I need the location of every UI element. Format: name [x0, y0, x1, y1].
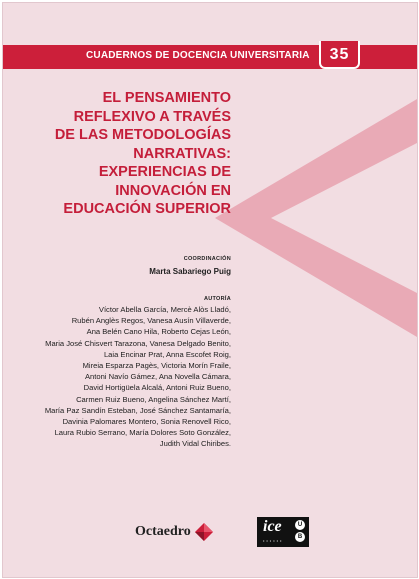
title-line: NARRATIVAS:: [133, 145, 231, 162]
volume-number: 35: [319, 41, 360, 69]
title-line: DE LAS METODOLOGÍAS: [54, 127, 231, 143]
publisher-logo: [135, 523, 213, 541]
coordination-label: COORDINACIÓN: [183, 256, 231, 262]
ub-badge-letter: B: [295, 532, 305, 542]
author-line: María Paz Sandín Esteban, José Sánchez Santamaría,: [44, 405, 231, 415]
ice-logo: [257, 517, 309, 547]
coordinator-name: Marta Sabariego Puig: [149, 267, 231, 276]
author-line: Ana Belén Cano Hila, Roberto Cejas León,: [86, 327, 231, 337]
title-line: INNOVACIÓN EN: [115, 182, 231, 199]
title-line: REFLEXIVO A TRAVÉS: [73, 108, 231, 125]
author-line: Laia Encinar Prat, Anna Escofet Roig,: [103, 349, 231, 359]
book-title: [55, 89, 231, 219]
collection-title: CUADERNOS DE DOCENCIA UNIVERSITARIA: [86, 50, 310, 61]
publisher-name: Octaedro: [135, 524, 191, 539]
author-line: Judith Vidal Chiribes.: [159, 439, 231, 449]
ice-dots-decoration: ••••••: [263, 538, 284, 543]
author-line: Davinia Palomares Montero, Sonia Renovell Rico,: [62, 417, 231, 427]
author-line: Carmen Ruiz Bueno, Angelina Sánchez Martí,: [76, 394, 231, 404]
author-line: Rubén Anglès Regos, Vanesa Ausín Villaverde,: [71, 316, 231, 326]
book-cover: [2, 2, 418, 578]
author-line: Maria José Chisvert Tarazona, Vanesa Delgado Benito,: [45, 338, 231, 348]
author-line: Laura Rubio Serrano, María Dolores Soto González,: [54, 428, 231, 438]
ub-badge: [295, 520, 305, 542]
author-line: David Hortigüela Alcalá, Antoni Ruiz Bueno,: [83, 383, 231, 393]
title-line: EXPERIENCIAS DE: [98, 164, 231, 180]
author-list: [45, 304, 231, 450]
title-line: EL PENSAMIENTO: [102, 90, 231, 106]
authorship-label: AUTORÍA: [203, 296, 231, 302]
octaedro-star-icon: [195, 523, 213, 541]
ub-badge-letter: U: [295, 520, 305, 530]
author-line: Antoni Navío Gámez, Ana Novella Cámara,: [84, 372, 231, 382]
title-line: EDUCACIÓN SUPERIOR: [63, 201, 231, 217]
ice-logo-text: ice: [263, 518, 282, 535]
author-line: Mireia Esparza Pagès, Victoria Morín Fraile,: [82, 361, 231, 371]
author-line: Víctor Abella García, Mercè Alòs Lladó,: [98, 305, 231, 314]
